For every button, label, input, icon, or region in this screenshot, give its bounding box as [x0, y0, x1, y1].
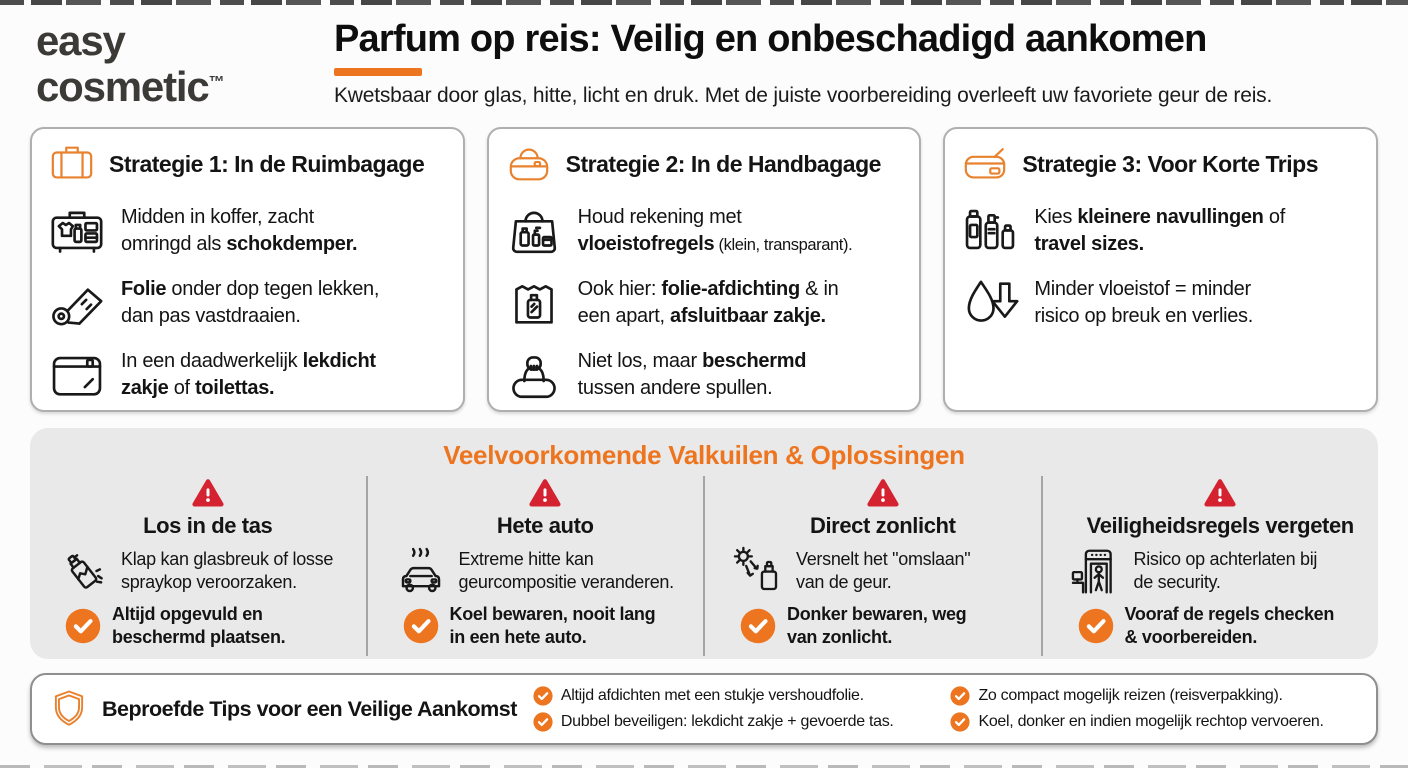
- list-item: [48, 201, 451, 261]
- item-text: In een daadwerkelijk lekdicht zakje of toilettas.: [121, 350, 376, 399]
- strategy-card-handbagage: [487, 127, 922, 412]
- pitfall-solution-text: Donker bewaren, weg van zonlicht.: [787, 604, 967, 647]
- hand-holding-bag-icon: [505, 346, 563, 404]
- item-text: Houd rekening met vloeistofregels (klein, transparant).: [577, 205, 853, 255]
- list-item: [48, 273, 451, 333]
- pitfall-column-hete-auto: [366, 476, 704, 656]
- item-text: Ook hier: folie-afdichting & in een apart, afsluitbaar zakje.: [577, 278, 839, 327]
- drop-down-arrow-icon: [961, 274, 1019, 332]
- tip-item: [950, 712, 1364, 732]
- strategy-card-korte-trips: [943, 127, 1378, 412]
- pitfall-title: Hete auto: [496, 513, 594, 538]
- card-title: Strategie 1: In de Ruimbagage: [109, 150, 425, 177]
- pitfall-solution-text: Vooraf de regels checken & voorbereiden.: [1124, 604, 1335, 647]
- pitfall-problem-text: Risico op achterlaten bij de security.: [1133, 549, 1318, 592]
- tip-item: [533, 686, 947, 706]
- brand-line2: cosmetic: [36, 63, 209, 110]
- trademark-symbol: ™: [208, 74, 225, 91]
- item-text: Niet los, maar beschermd tussen andere spullen.: [577, 350, 807, 399]
- tip-item: [950, 686, 1364, 706]
- list-item: [505, 201, 908, 261]
- zip-pouch-icon: [48, 346, 106, 404]
- page-subtitle: Kwetsbaar door glas, hitte, licht en druk. Met de juiste voorbereiding overleeft uw favoriete geur de reis.: [334, 84, 1273, 107]
- check-circle-icon: [950, 712, 970, 732]
- pitfall-column-veiligheidsregels: [1041, 476, 1379, 656]
- sunlight-bottle-icon: [731, 544, 785, 598]
- travel-bottles-icon: [961, 202, 1019, 260]
- pitfall-problem: [56, 544, 360, 598]
- card-title: Strategie 2: In de Handbagage: [565, 150, 881, 177]
- tips-grid: [533, 686, 1364, 732]
- torn-paper-edge-top: [0, 0, 1408, 5]
- check-circle-icon: [1078, 608, 1114, 644]
- tips-bar: [30, 673, 1378, 745]
- warning-triangle-icon: [526, 476, 564, 510]
- check-circle-icon: [403, 608, 439, 644]
- warning-triangle-icon: [189, 476, 227, 510]
- tip-text: Dubbel beveiligen: lekdicht zakje + gevoerde tas.: [560, 713, 894, 730]
- tip-text: Koel, donker en indien mogelijk rechtop vervoeren.: [978, 713, 1324, 730]
- strategy-card-ruimbagage: [30, 127, 465, 412]
- packed-suitcase-icon: [48, 202, 106, 260]
- list-item: [48, 345, 451, 405]
- list-item: [961, 201, 1364, 261]
- brand-logo: [36, 17, 225, 110]
- pitfalls-grid: [30, 476, 1378, 656]
- title-accent-rule: [334, 68, 422, 76]
- pitfall-solution: [731, 603, 1035, 649]
- broken-spray-bottle-icon: [56, 544, 110, 598]
- pitfall-problem: [731, 544, 1035, 598]
- card-header: [961, 139, 1364, 189]
- card-header: [505, 139, 908, 189]
- pitfall-column-los-in-de-tas: [30, 476, 366, 656]
- check-circle-icon: [533, 686, 553, 706]
- pitfall-solution: [56, 603, 360, 649]
- pitfall-title: Direct zonlicht: [809, 513, 956, 538]
- pitfall-problem-text: Klap kan glasbreuk of losse spraykop veroorzaken.: [121, 549, 334, 592]
- strategy-cards-row: [30, 127, 1378, 412]
- pitfall-solution-text: Koel bewaren, nooit lang in een hete auto.: [449, 604, 656, 647]
- list-item: [961, 273, 1364, 333]
- check-circle-icon: [740, 608, 776, 644]
- pitfall-title: Veiligheidsregels vergeten: [1086, 513, 1354, 538]
- warning-triangle-icon: [1201, 476, 1239, 510]
- pitfalls-title: Veelvoorkomende Valkuilen & Oplossingen: [443, 440, 965, 470]
- item-text: Kies kleinere navullingen of travel sizes.: [1034, 206, 1285, 255]
- brand-line1: easy: [36, 17, 125, 64]
- card-title: Strategie 3: Voor Korte Trips: [1022, 150, 1318, 177]
- suitcase-icon: [48, 141, 96, 187]
- shield-icon: [48, 685, 90, 733]
- foil-roll-icon: [48, 274, 106, 332]
- pitfall-problem-text: Extreme hitte kan geurcompositie veranderen.: [458, 549, 674, 592]
- card-header: [48, 139, 451, 189]
- pitfall-column-direct-zonlicht: [703, 476, 1041, 656]
- pitfall-title: Los in de tas: [143, 513, 273, 538]
- item-text: Folie onder dop tegen lekken, dan pas vastdraaien.: [121, 278, 380, 327]
- security-scanner-icon: [1069, 544, 1123, 598]
- warning-triangle-icon: [864, 476, 902, 510]
- check-circle-icon: [65, 608, 101, 644]
- item-text: Midden in koffer, zacht omringd als schokdemper.: [121, 206, 358, 255]
- pitfalls-section: [30, 428, 1378, 659]
- pitfall-problem: [394, 544, 698, 598]
- tip-text: Zo compact mogelijk reizen (reisverpakking).: [978, 687, 1283, 704]
- pitfall-problem-text: Versnelt het "omslaan" van de geur.: [796, 549, 971, 592]
- check-circle-icon: [533, 712, 553, 732]
- handbag-icon: [505, 141, 553, 187]
- tips-title: Beproefde Tips voor een Veilige Aankomst: [102, 696, 517, 721]
- header: [334, 18, 1384, 108]
- ziplock-bottle-icon: [505, 274, 563, 332]
- tip-text: Altijd afdichten met een stukje vershoudfolie.: [560, 687, 864, 704]
- page-title: Parfum op reis: Veilig en onbeschadigd aankomen: [334, 18, 1207, 60]
- pitfall-solution: [394, 603, 698, 649]
- pitfall-solution: [1069, 603, 1373, 649]
- hot-car-icon: [394, 544, 448, 598]
- list-item: [505, 345, 908, 405]
- cosmetic-pouch-icon: [961, 141, 1009, 187]
- pitfall-problem: [1069, 544, 1373, 598]
- liquids-bag-icon: [505, 202, 563, 260]
- tip-item: [533, 712, 947, 732]
- item-text: Minder vloeistof = minder risico op breuk en verlies.: [1034, 278, 1254, 327]
- check-circle-icon: [950, 686, 970, 706]
- list-item: [505, 273, 908, 333]
- pitfall-solution-text: Altijd opgevuld en beschermd plaatsen.: [112, 604, 286, 647]
